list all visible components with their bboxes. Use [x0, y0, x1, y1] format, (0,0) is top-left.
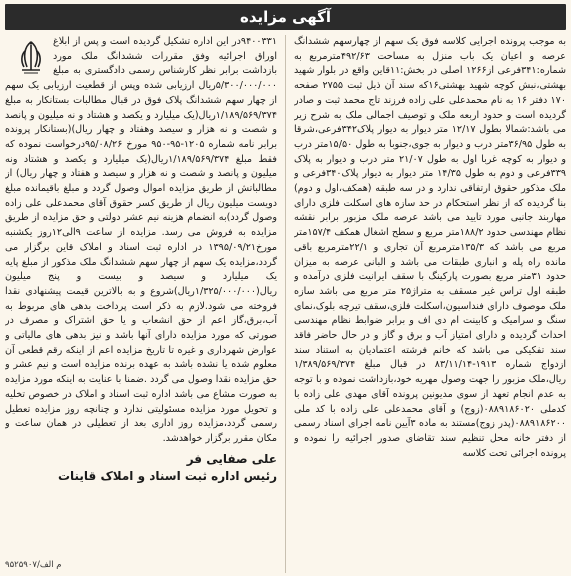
signatory-name: علی صفایی فر	[186, 451, 277, 466]
left-column	[5, 35, 277, 573]
left-column-text: ۹۴۰۰۳۳۱در این اداره تشکیل گردیده است و پس از ابلاغ اوراق اجرائیه وفق مقررات ششدانگ ملک مورد بازداشت برابر نظر کارشناس رسمی دادگستری به مبلغ ۵/۳۰۰/۰۰۰/۰۰۰ریال ارزیابی شده وپس از قطعیت ارزیابی یک سهم از چهار سهم ششدانگ پلاک فوق در قبال مطالبات بستانکار به مبلغ ۱/۱۸۹/۵۶۹/۳۷۴ریال(یک میلیارد و یکصد و هشتاد و نه میلیون و پانصد و شصت و نه هزار و سیصد وهفتاد و چهار ریال)(بستانکار پرونده برابر نامه شماره ۱۲۰۵-۹۵-۹۵۰ مورخ ۹۵/۰۸/۲۶درخواست نموده که فقط مبلغ ۱/۱۸۹/۵۶۹/۳۷۴ریال(یک میلیارد و یکصد و هشتاد ونه میلیون و پانصد و شصت و نه هزار و سیصد و هفتاد و چهار ریال) از مطالباتش از طریق مزایده اموال وصول گردد و مبلغ باقیمانده مبلغ دویست میلیون ریال از طریق کسر حقوق آقای محمدعلی علی زاده وصول گردد)به انضمام هزینه نیم عشر دولتی و حق مزایده از طریق مزایده به فروش می رسد. مزایده از ساعت ۹الی۱۲روز یکشنبه مورخ۱۳۹۵/۰۹/۲۱ در اداره ثبت اسناد و املاک قاین برگزار می گردد،مزایده یک سهم از چهار سهم ششدانگ ملک مذکور از مبلغ پایه یک میلیارد و سیصد و بیست و پنج میلیون ریال(۱/۳۲۵/۰۰۰/۰۰۰ریال)شروع و به بالاترین قیمت پیشنهادی نقدا فروخته می شود.لازم به ذکر است پرداخت بدهی های مربوط به آب،برق،گاز اعم از حق انشعاب و یا حق اشتراک و مصرف در صورتی که مورد مزایده دارای آنها باشد و نیز بدهی های مالیاتی و عوارض شهرداری و غیره تا تاریخ مزایده اعم از اینکه رقم قطعی آن معلوم شده یا نشده باشد به عهده برنده مزایده است و نیم عشر و حق مزایده نقدا وصول می گردد .ضمنا با عنایت به اینکه مورد مزایده به صورت مشاع می باشد اداره ثبت اسناد و املاک در خصوص تخلیه و تحویل مورد مزایده مسئولیتی ندارد و چنانچه روز مزایده تعطیل رسمی گردد،مزایده روز اداری بعد از تعطیلی در همان ساعت و مکان مقرر برگزار خواهدشد.	[5, 36, 277, 444]
notice-title: آگهی مزایده	[239, 8, 332, 26]
right-column-text: به موجب پرونده اجرایی کلاسه فوق یک سهم از چهارسهم ششدانگ عرصه و اعیان یک باب منزل به مساحت ۴۹۲/۶۳مترمربع به شماره:۳۴۱فرعی از۱۲۶۶ اصلی در بخش:۱۱قاین واقع در بلوار شهید بهشتی،نبش کوچه شهید بهشتی۱۶که سند آن ذیل ثبت ۲۷۵۵ صفحه ۱۷۰ دفتر ۱۶ به نام محمدعلی علی زاده فرزند تاج محمد ثبت و صادر گردیده است و حدود اربعه ملک و توصیف اجمالی ملک به شرح زیر می باشد:شمالا بطول ۱۲/۱۷ متر دیوار به دیوار پلاک۳۴۲فرعی،شرقا به طول ۳۶/۹۵متر درب و دیوار به جوی،جنوبا به طول ۱۵/۵۰متر درب و دیوار به کوچه غربا اول به طول ۲۱/۰۷ متر درب و دیوار به پلاک ۳۳۹فرعی و دوم به طول ۱۴/۳۵ متر دیوار به دیوار پلاک۳۴۰فرعی و ملک مذکور حقوق ارتفاقی ندارد و در سه طبقه (همکف،اول و دوم) بنا گردیده که از نظر استحکام در حد سازه های اسکلت فلزی دارای مهاربند جانبی مورد تایید می باشد عرصه ملک مزبور برابر نقشه نظام مهندسی حدود ۱۸۸/۲متر مربع و سطح اشغال همکف ۱۵۷/۴متر مربع می باشد که ۱۳۵/۳مترمربع آن تجاری و ۲۲/۱مترمربع باقی مانده راه پله و انباری طبقات می باشد و البانی عرصه به میزان حدود ۳۱متر مربع بصورت پارکینگ با سقف ایرانیت فلزی درآمده و طبقه اول تراس غیر مسقف به متراژ۲۵ متر مربع می باشد سازه ملک موصوف دارای فنداسیون،اسکلت فلزی،سقف تیرچه بلوک،نمای سنگ و سرامیک و کابینت ام دی اف و برابر ضوابط نظام مهندسی احداث گردیده و دارای امتیاز آب و برق و گاز و در حال حاضر فاقد سند تفکیکی می باشد که خانم فرشته اعتمادیان به استناد سند ازدواج شماره ۱۹۱۳-۸۳/۱۱/۱۴ در قبال مبلغ ۱/۳۸۹/۵۶۹/۳۷۴ ریال،ملک مزبور را جهت وصول مهریه خود،بازداشت نموده و با توجه به عدم انجام تعهد از سوی مدیونین پرونده آقای مهدی علی زاده با کدملی ۰۸۸۹۱۸۶۰۲۰(زوج) و آقای محمدعلی علی زاده با کد ملی ۰۸۸۹۱۸۶۲۰۰(پدر زوج)مستند به ماده ۳آیین نامه اجرای اسناد رسمی از دفتر خانه محل تنظیم سند تقاضای صدور اجرائیه را نموده و پرونده اجرائی تحت کلاسه	[294, 36, 566, 459]
signatory-org: رئیس اداره ثبت اسناد و املاک قاینات	[57, 468, 277, 483]
signature-block	[5, 451, 277, 485]
notice-header	[5, 4, 566, 30]
notice-body	[5, 35, 566, 573]
column-divider	[285, 35, 286, 573]
iran-emblem-icon	[11, 37, 51, 77]
right-column	[294, 35, 566, 573]
document-code: م الف/۹۵۲۵۹۰۷	[5, 560, 62, 571]
